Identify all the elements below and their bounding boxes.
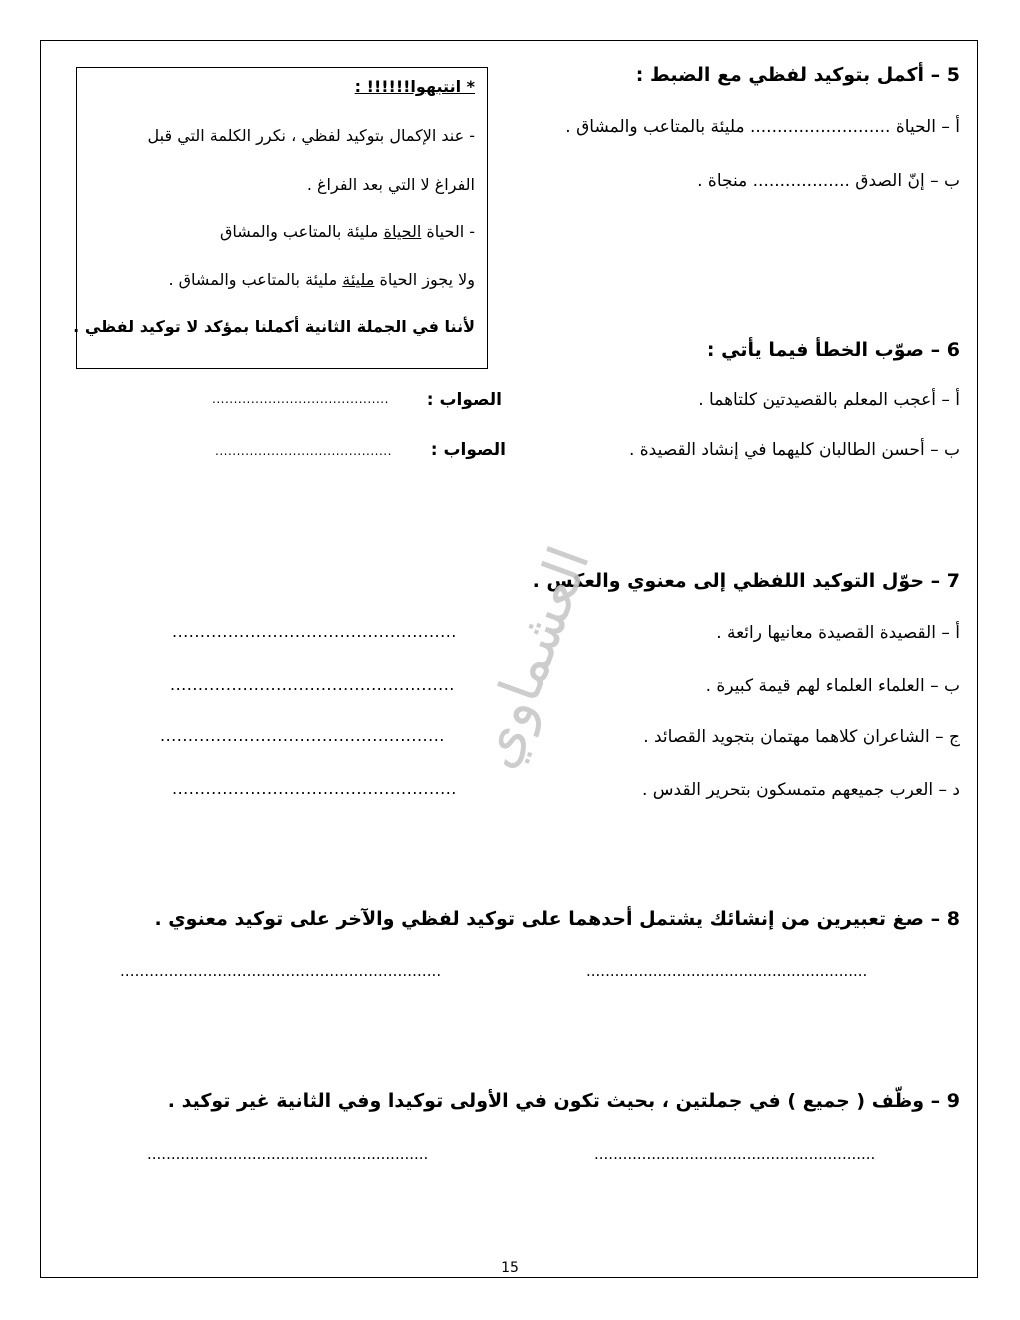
q7-answer-line-c: ................................................... bbox=[160, 726, 445, 745]
note-line-4: ولا يجوز الحياة مليئة مليئة بالمتاعب والمشاق . bbox=[168, 270, 475, 289]
q6-item-a: أ – أعجب المعلم بالقصيدتين كلتاهما . bbox=[698, 390, 960, 410]
q7-item-b: ب – العلماء العلماء لهم قيمة كبيرة . bbox=[705, 676, 960, 696]
attention-note-box bbox=[73, 67, 488, 369]
q7-answer-line-d: ................................................... bbox=[172, 779, 457, 798]
q9-answer-line-right: ........................................................... bbox=[594, 1145, 876, 1163]
page-number: 15 bbox=[501, 1260, 519, 1276]
q6-title: 6 – صوّب الخطأ فيما يأتي : bbox=[706, 339, 960, 361]
note-title: * انتبهوا!!!!!! : bbox=[354, 77, 475, 96]
q7-item-d: د – العرب جميعهم متمسكون بتحرير القدس . bbox=[642, 780, 960, 800]
q9-answer-line-left: ........................................................... bbox=[147, 1145, 429, 1163]
q7-answer-line-a: ................................................... bbox=[172, 622, 457, 641]
q5-item-b: ب – إنّ الصدق .................. منجاة . bbox=[697, 171, 960, 191]
q5-title: 5 – أكمل بتوكيد لفظي مع الضبط : bbox=[635, 64, 960, 86]
q7-item-c: ج – الشاعران كلاهما مهتمان بتجويد القصائد . bbox=[643, 727, 960, 747]
note-line-2: الفراغ لا التي بعد الفراغ . bbox=[306, 175, 475, 194]
watermark-text: العشماوي bbox=[463, 538, 603, 777]
q6-answer-label-a: الصواب : bbox=[426, 390, 502, 410]
q6-answer-label-b: الصواب : bbox=[430, 440, 506, 460]
q6-item-b: ب – أحسن الطالبان كليهما في إنشاد القصيدة . bbox=[628, 440, 960, 460]
note-line-5: لأننا في الجملة الثانية أكملنا بمؤكد لا توكيد لفظي . bbox=[73, 317, 475, 336]
q6-answer-line-a: ......................................... bbox=[212, 392, 389, 406]
q5-item-a: أ – الحياة .......................... مليئة بالمتاعب والمشاق . bbox=[565, 117, 960, 137]
note-line-1: - عند الإكمال بتوكيد لفظي ، نكرر الكلمة التي قبل bbox=[147, 126, 475, 145]
q8-answer-line-left: .................................................................. bbox=[120, 962, 442, 980]
q7-item-a: أ – القصيدة القصيدة معانيها رائعة . bbox=[716, 623, 960, 643]
q7-title: 7 – حوّل التوكيد اللفظي إلى معنوي والعكس . bbox=[532, 570, 960, 592]
note-line-3: - الحياة الحياة مليئة بالمتاعب والمشاق bbox=[219, 222, 475, 241]
q7-answer-line-b: ................................................... bbox=[170, 675, 455, 694]
q8-title: 8 – صغ تعبيرين من إنشائك يشتمل أحدهما على توكيد لفظي والآخر على توكيد معنوي . bbox=[154, 908, 960, 930]
q8-answer-line-right: ........................................................... bbox=[586, 962, 868, 980]
q6-answer-line-b: ......................................... bbox=[215, 444, 392, 458]
q9-title: 9 – وظّف ( جميع ) في جملتين ، بحيث تكون في الأولى توكيدا وفي الثانية غير توكيد . bbox=[167, 1090, 960, 1112]
